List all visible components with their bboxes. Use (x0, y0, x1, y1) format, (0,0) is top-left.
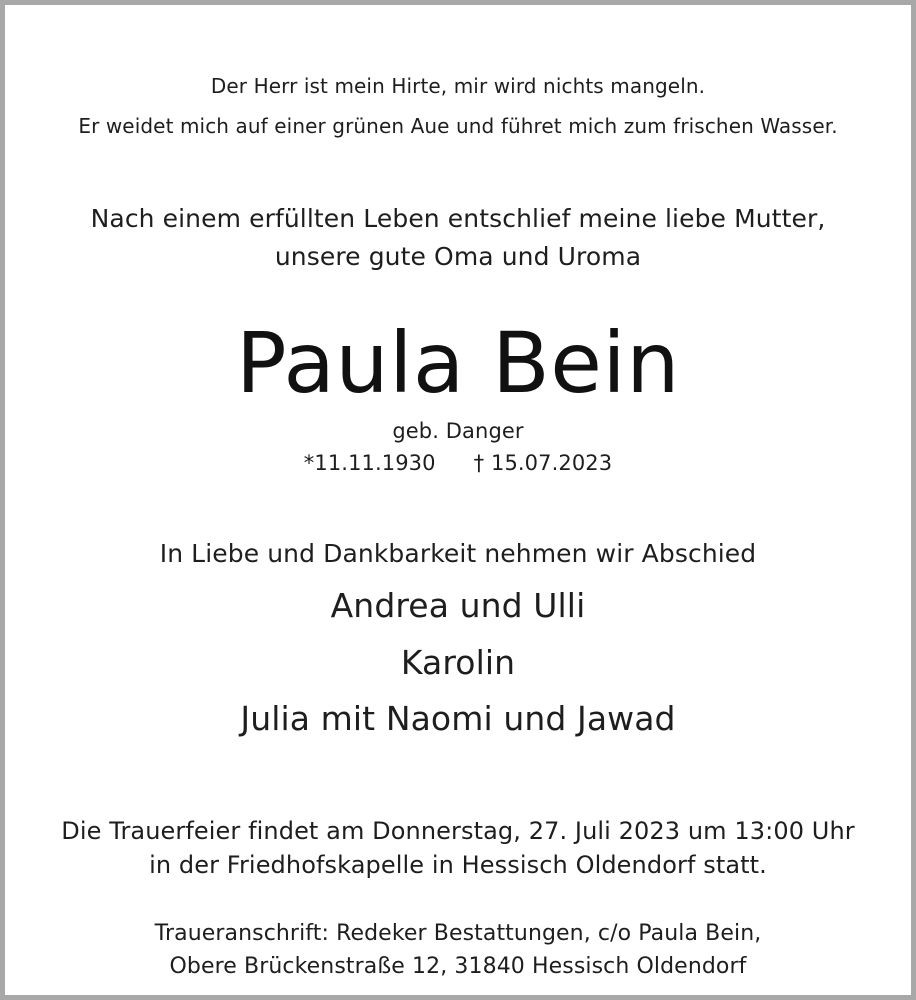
ceremony-line-1: Die Trauerfeier findet am Donnerstag, 27. Juli 2023 um 13:00 Uhr (61, 817, 855, 845)
birth-date: *11.11.1930 (303, 451, 436, 475)
psalm-line-1: Der Herr ist mein Hirte, mir wird nichts mangeln. (210, 74, 706, 98)
mourner-3: Julia mit Naomi und Jawad (240, 699, 676, 738)
life-dates (0, 451, 916, 475)
address-line-1: Traueranschrift: Redeker Bestattungen, c/o Paula Bein, (154, 921, 762, 946)
intro-line-1: Nach einem erfüllten Leben entschlief meine liebe Mutter, (90, 204, 826, 233)
ceremony-line-2: in der Friedhofskapelle in Hessisch Oldendorf statt. (149, 851, 767, 879)
deceased-name: Paula Bein (236, 314, 680, 412)
intro-line-2: unsere gute Oma und Uroma (274, 242, 642, 271)
psalm-line-2: Er weidet mich auf einer grünen Aue und führet mich zum frischen Wasser. (78, 114, 838, 138)
mourner-1: Andrea und Ulli (330, 586, 586, 625)
death-date: † 15.07.2023 (473, 451, 613, 475)
farewell-text: In Liebe und Dankbarkeit nehmen wir Abschied (159, 539, 757, 568)
address-line-2: Obere Brückenstraße 12, 31840 Hessisch Oldendorf (169, 954, 747, 979)
maiden-name: geb. Danger (392, 419, 524, 443)
mourner-2: Karolin (400, 643, 516, 682)
